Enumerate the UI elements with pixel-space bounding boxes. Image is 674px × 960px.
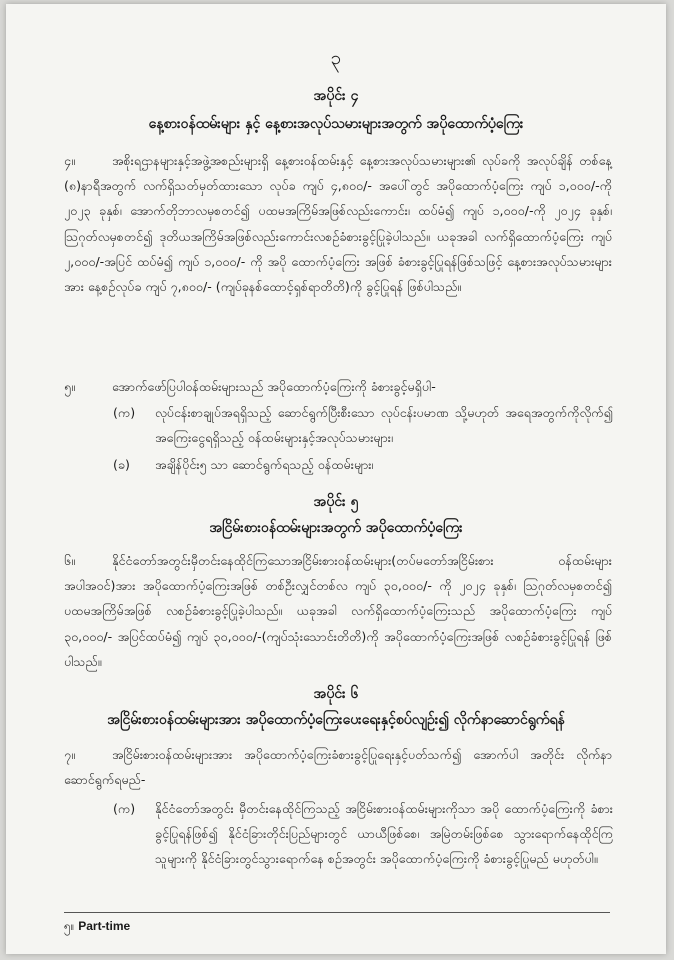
list-item-text: နိုင်ငံတော်အတွင်း မှီတင်းနေထိုင်ကြသည့် အငြိမ်းစားဝန်ထမ်းများကိုသာ အပို ထောက်ပံ့ကြေးကို ခံစားခွင့်ပြုရန်ဖြစ်၍ နိုင်ငံခြားတိုင်းပြည်များတွင် ယာယီဖြစ်စေ၊ အမြဲတမ်းဖြစ်စေ သွားရောက်နေထိုင်ကြသူများကို နိုင်ငံခြားတွင်သွားရောက်နေ စဉ်အတွင်း အပိုထောက်ပံ့ကြေးကို ခံစားခွင့်ပြုမည် မဟုတ်ပါ။ [155,801,613,867]
paragraph-5-number: ၅။ [64,379,75,394]
list-item-5a [113,400,613,450]
paragraph-4-number: ၄။ [64,153,75,168]
footnote-text: Part-time [78,919,131,933]
document-page [6,4,666,954]
paragraph-6-text: နိုင်ငံတော်အတွင်းမှီတင်းနေထိုင်ကြသောအငြိမ်းစားဝန်ထမ်းများ(တပ်မတော်အငြိမ်းစား ဝန်ထမ်းများအပါအဝင်)အား အပိုထောက်ပံ့ကြေးအဖြစ် တစ်ဦးလျှင်တစ်လ ကျပ် ၃၀,၀၀၀/- ကို ၂၀၂၄ ခုနှစ်၊ ဩဂုတ်လမှစတင်၍ ပထမအကြိမ်အဖြစ် လစဉ်ခံစားခွင့်ပြုခဲ့ပါသည်။ ယခုအခါ လက်ရှိထောက်ပံ့ကြေးသည် အပိုထောက်ပံ့ကြေး ကျပ် ၃၀,၀၀၀/- အပြင်ထပ်မံ၍ ကျပ် ၃၀,၀၀၀/-(ကျပ်သုံးသောင်းတိတိ)ကို အပိုထောက်ပံ့ကြေးအဖြစ် လစဉ်ခံစားခွင့်ပြုရန် ဖြစ်ပါသည်။ [64,553,612,669]
section-4-subtitle: နေ့စားဝန်ထမ်းများ နှင့် နေ့စားအလုပ်သမားများအတွက် အပိုထောက်ပံ့ကြေး [148,116,524,132]
section-5-subtitle: အငြိမ်းစားဝန်ထမ်းများအတွက် အပိုထောက်ပံ့ကြေး [209,520,463,536]
paragraph-6-number: ၆။ [64,553,75,568]
paragraph-7-number: ၇။ [64,747,75,762]
paragraph-5 [64,374,612,399]
list-item-label: (ခ) [113,457,130,472]
paragraph-6 [64,548,612,674]
section-6-subtitle: အငြိမ်းစားဝန်ထမ်းများအား အပိုထောက်ပံ့ကြေးပေးရေးနှင့်စပ်လျဉ်း၍ လိုက်နာဆောင်ရွက်ရန် [107,712,565,728]
footnote-number: ၅။ [64,919,75,933]
footnote-divider [64,912,610,913]
page-number: ၃ [330,47,342,69]
paragraph-7-text: အငြိမ်းစားဝန်ထမ်းများအား အပိုထောက်ပံ့ကြေးခံစားခွင့်ပြုရေးနှင့်ပတ်သက်၍ အောက်ပါ အတိုင်း လိုက်နာဆောင်ရွက်ရမည်- [64,747,612,788]
section-4-title: အပိုင်း ၄ [313,88,359,104]
list-item-text: လုပ်ငန်းစာချုပ်အရရှိသည့် ဆောင်ရွက်ပြီးစီးသော လုပ်ငန်းပမာဏ သို့မဟုတ် အရေအတွက်ကိုလိုက်၍ အကြေးငွေရရှိသည့် ဝန်ထမ်းများနှင့်အလုပ်သမားများ၊ [155,405,613,446]
paragraph-4-text: အစိုးရဌာနများနှင့်အဖွဲ့အစည်းများရှိ နေ့စားဝန်ထမ်းနှင့် နေ့စားအလုပ်သမားများ၏ လုပ်ခကို အလုပ်ချိန် တစ်နေ့ (၈)နာရီအတွက် လက်ရှိသတ်မှတ်ထားသော လုပ်ခ ကျပ် ၄,၈၀၀/- အပေါ်တွင် အပိုထောက်ပံ့ကြေး ကျပ် ၁,၀၀၀/-ကို ၂၀၂၃ ခုနှစ်၊ အောက်တိုဘာလမှစတင်၍ ပထမအကြိမ်အဖြစ်လည်းကောင်း၊ ထပ်မံ၍ ကျပ် ၁,၀၀၀/-ကို ၂၀၂၄ ခုနှစ်၊ ဩဂုတ်လမှစတင်၍ ဒုတိယအကြိမ်အဖြစ်လည်းကောင်းလစဉ်ခံစားခွင့်ပြုခဲ့ပါသည်။ ယခုအခါ လက်ရှိထောက်ပံ့ကြေး ကျပ် ၂,၀၀၀/-အပြင် ထပ်မံ၍ ကျပ် ၁,၀၀၀/- ကို အပို ထောက်ပံ့ကြေး အဖြစ် ခံစားခွင့်ပြုရန်ဖြစ်သဖြင့် နေ့စားအလုပ်သမားများအား နေ့စဉ်လုပ်ခ ကျပ် ၇,၈၀၀/- (ကျပ်ခုနစ်ထောင့်ရှစ်ရာတိတိ)ကို ခွင့်ပြုရန် ဖြစ်ပါသည်။ [64,153,612,295]
section-5-title: အပိုင်း ၅ [313,494,359,510]
footnote [64,918,130,936]
list-item-text: အချိန်ပိုင်း၅ သာ ဆောင်ရွက်ရသည့် ဝန်ထမ်းများ၊ [155,457,374,472]
list-item-label: (က) [113,801,136,816]
paragraph-7 [64,742,612,792]
paragraph-4 [64,148,612,299]
list-item-5b [113,452,613,477]
list-item-7a [113,796,613,872]
paragraph-5-text: အောက်ဖော်ပြပါဝန်ထမ်းများသည် အပိုထောက်ပံ့ကြေးကို ခံစားခွင့်မရှိပါ- [112,379,436,394]
section-6-title: အပိုင်း ၆ [313,686,359,702]
list-item-label: (က) [113,405,136,420]
